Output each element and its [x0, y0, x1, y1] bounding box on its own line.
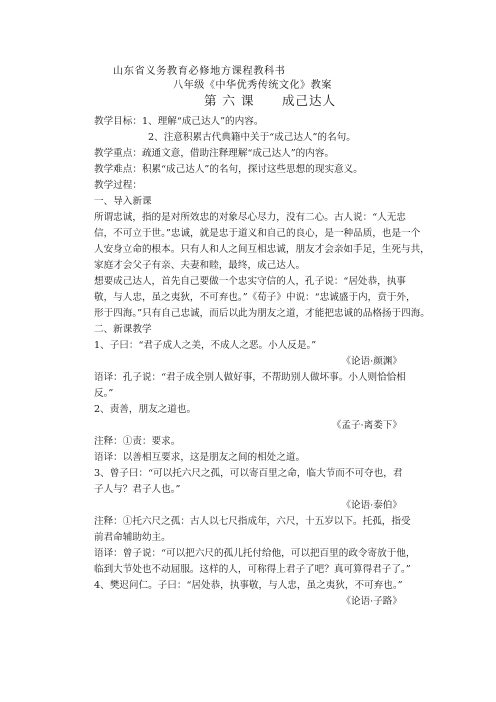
goal-item-2: 2、注意积累古代典籍中关于“成己达人”的名句。	[148, 132, 356, 143]
lesson-number: 第 六 课	[204, 93, 255, 108]
section-heading-intro: 一、导入新课	[94, 196, 152, 207]
translation-line: 语译：孔子说：“君子成全别人做好事，不帮助别人做坏事。小人则恰恰相	[94, 372, 406, 383]
goals-label	[94, 116, 263, 128]
note-line: 注释：①责：要求。	[94, 436, 181, 447]
translation-line: 反。”	[94, 388, 114, 399]
paragraph-line: 想要成己达人，首先自己要做一个忠实守信的人，孔子说：“居处恭，执事	[94, 276, 406, 287]
quote-3-line: 子人与？君子人也。”	[94, 484, 181, 495]
quote-2: 2、责善，朋友之道也。	[94, 404, 197, 415]
paragraph-line: 所谓忠诚，指的是对所效忠的对象尽心尽力，没有二心。古人说：“人无忠	[94, 212, 406, 223]
note-line: 注释：①托六尺之孤：古人以七尺指成年，六尺，十五岁以下。托孤，指受	[94, 516, 411, 527]
goals-label-text: 教学目标：	[94, 116, 142, 127]
key-point: 教学重点：疏通文意，借助注释理解“成己达人”的内容。	[94, 148, 335, 159]
translation-line: 语译：以善相互要求，这是朋友之间的相处之道。	[94, 452, 306, 463]
lesson-title: 成己达人	[282, 93, 337, 108]
quote-1-source: 《论语·颜渊》	[341, 356, 402, 367]
quote-4: 4、樊迟问仁。子曰：“居处恭，执事敬，与人忠，虽之夷狄，不可弃也。”	[94, 580, 403, 591]
paragraph-line: 敬，与人忠，虽之夷狄，不可弃也。”《荀子》中说：“忠诚盛于内，贲于外，	[94, 292, 416, 303]
paragraph-line: 信，不可立于世。”忠诚，就是忠于道义和自己的良心，是一种品质，也是一个	[94, 228, 421, 239]
quote-4-source: 《论语·子路》	[341, 596, 402, 607]
difficulty: 教学难点：积累“成己达人”的名句，探讨这些思想的现实意义。	[94, 164, 363, 175]
paragraph-line: 形于四海。”只有自己忠诚，而后以此为朋友之道，才能把忠诚的品格扬于四海。	[94, 308, 430, 319]
note-line: 前君命辅助幼主。	[94, 532, 171, 543]
paragraph-line: 人安身立命的根本。只有人和人之间互相忠诚，朋友才会亲如手足，生死与共，	[94, 244, 430, 255]
process-label: 教学过程：	[94, 180, 142, 191]
quote-3-line: 3、曾子曰：“可以托六尺之孤，可以寄百里之命，临大节而不可夺也，君	[94, 468, 403, 479]
textbook-title: 山东省义务教育必修地方课程教科书	[113, 66, 286, 77]
quote-2-source: 《孟子·离娄下》	[331, 420, 402, 431]
paragraph-line: 家庭才会父子有亲、夫妻和睦，最终，成己达人。	[94, 260, 306, 271]
translation-line: 语译：曾子说：“可以把六尺的孤儿托付给他，可以把百里的政令寄放于他，	[94, 548, 416, 559]
section-heading-new-lesson: 二、新课教学	[94, 324, 152, 335]
lesson-plan-title: 八年级《中华优秀传统文化》教案	[173, 80, 332, 91]
quote-1: 1、子曰：“君子成人之美，不成人之恶。小人反是。”	[94, 340, 317, 351]
translation-line: 临到大节处也不动屈服。这样的人，可称得上君子了吧？真可算得君子了。”	[94, 564, 411, 575]
quote-3-source: 《论语·泰伯》	[341, 500, 402, 511]
goal-item-1: 1、理解“成己达人”的内容。	[141, 116, 264, 127]
